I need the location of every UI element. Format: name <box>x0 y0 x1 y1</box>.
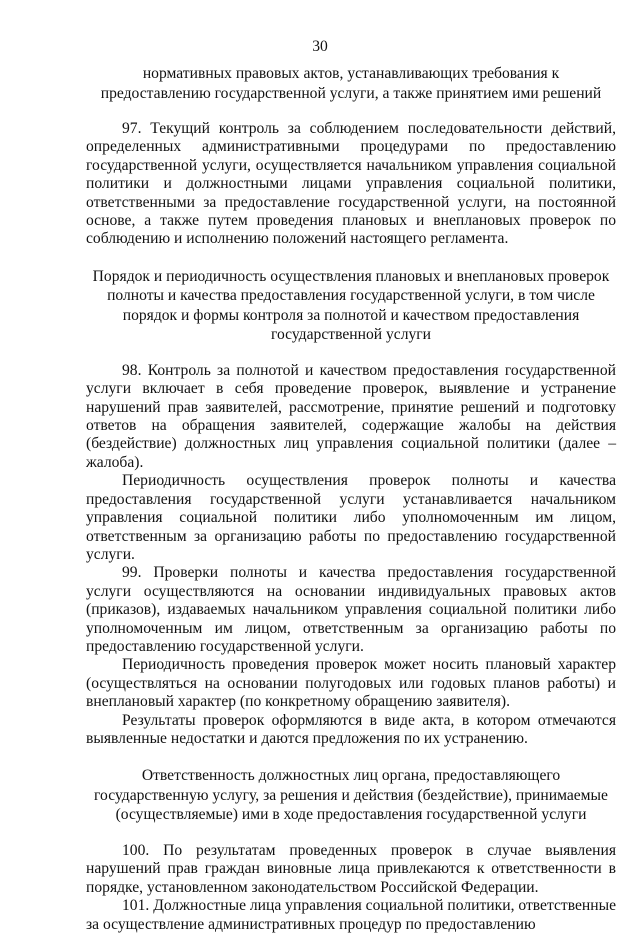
page-number: 30 <box>312 38 328 55</box>
paragraph-98-periodicity: Периодичность осуществления проверок полноты и качества предоставления государственной услуги устанавливается начальником управления социальной политики либо уполномоченным им лицом, ответственным за организацию работы по предоставлению государственной услуги. <box>86 472 616 563</box>
paragraph-98: 98. Контроль за полнотой и качеством предоставления государственной услуги включает в себя проведение проверок, выявление и устранение нарушений прав заявителей, рассмотрение, принятие решений и подготовку ответов на обращения заявителей, содержащие жалобы на действия (бездействие) должностных лиц управления социальной политики (далее – жалоба). <box>86 361 616 471</box>
section-heading-responsibility: Ответственность должностных лиц органа, предоставляющего государственную услугу, за решения и действия (бездействие), принимаемые (осуществляемые) ими в ходе предоставления государственной услуги <box>94 767 608 824</box>
page-content <box>86 64 616 934</box>
paragraph-99-periodicity: Периодичность проведения проверок может носить плановый характер (осуществляться на основании полугодовых или годовых планов работы) и внеплановый характер (по конкретному обращению заявителя). <box>86 656 616 711</box>
section-heading-continuation: нормативных правовых актов, устанавливающих требования к предоставлению государственной услуги, а также принятием ими решений <box>100 65 602 102</box>
paragraph-99: 99. Проверки полноты и качества предоставления государственной услуги осуществляются на основании индивидуальных правовых актов (приказов), издаваемых начальником управления социальной политики либо уполномоченным им лицом, ответственным за организацию работы по предоставлению государственной услуги. <box>86 564 616 655</box>
section-heading-inspections: Порядок и периодичность осуществления плановых и внеплановых проверок полноты и качества предоставления государственной услуги, в том числе порядок и формы контроля за полнотой и качеством предоставления государственной услуги <box>92 267 610 344</box>
paragraph-101: 101. Должностные лица управления социальной политики, ответственные за осуществление административных процедур по предоставлению <box>86 897 616 933</box>
paragraph-100: 100. По результатам проведенных проверок в случае выявления нарушений прав граждан виновные лица привлекаются к ответственности в порядке, установленном законодательством Российской Федерации. <box>86 841 616 896</box>
paragraph-97: 97. Текущий контроль за соблюдением последовательности действий, определенных административными процедурами по предоставлению государственной услуги, осуществляется начальником управления социальной политики и должностными лицами управления социальной политики, ответственными за предоставление государственной услуги, на постоянной основе, а также путем проведения плановых и внеплановых проверок по соблюдению и исполнению положений настоящего регламента. <box>86 120 616 248</box>
paragraph-99-results: Результаты проверок оформляются в виде акта, в котором отмечаются выявленные недостатки и даются предложения по их устранению. <box>86 711 616 747</box>
